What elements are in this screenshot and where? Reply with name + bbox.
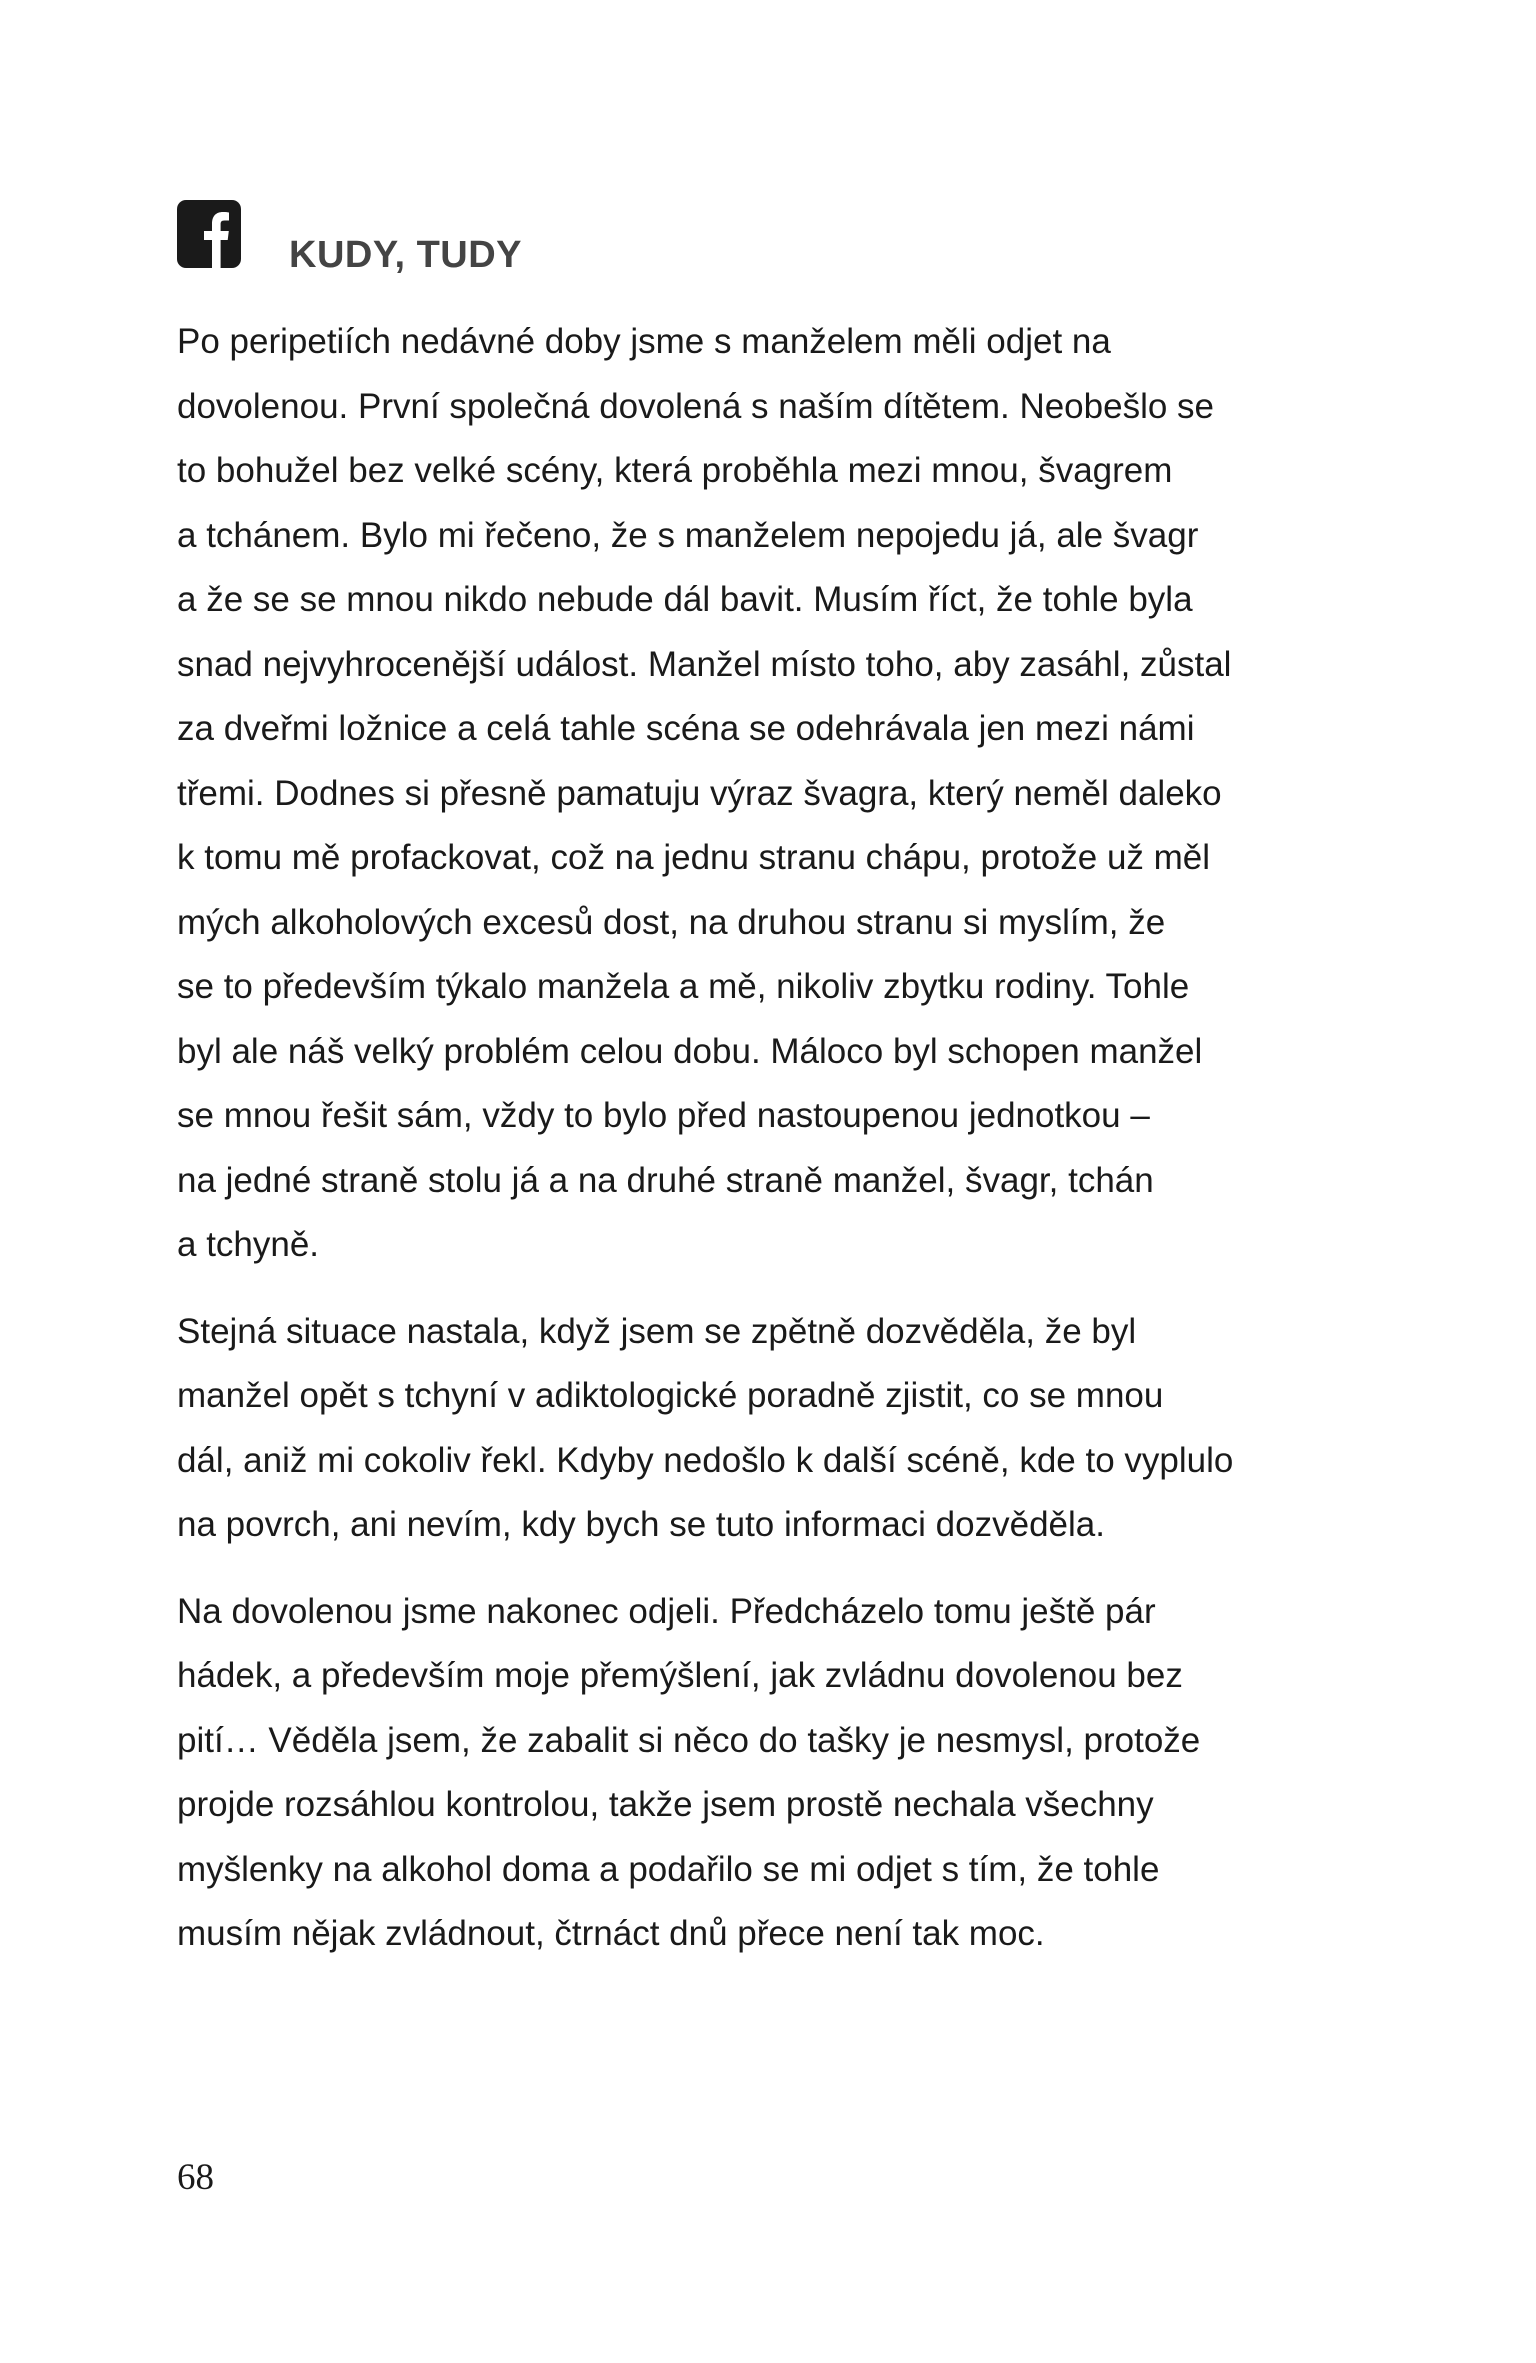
text-line: snad nejvyhrocenější událost. Manžel místo toho, aby zasáhl, zůstal — [177, 644, 1232, 684]
text-line: na jedné straně stolu já a na druhé straně manžel, švagr, tchán — [177, 1160, 1154, 1200]
page-number: 68 — [177, 2157, 214, 2198]
text-line: a že se se mnou nikdo nebude dál bavit. Musím říct, že tohle byla — [177, 580, 1193, 619]
text-line: a tchyně. — [177, 1225, 320, 1264]
text-line: hádek, a především moje přemýšlení, jak zvládnu dovolenou bez — [177, 1656, 1183, 1695]
text-line: musím nějak zvládnout, čtrnáct dnů přece není tak moc. — [177, 1914, 1045, 1953]
text-line: dál, aniž mi cokoliv řekl. Kdyby nedošlo k další scéně, kde to vyplulo — [177, 1440, 1234, 1480]
body-text — [177, 310, 1347, 1989]
facebook-icon — [177, 200, 241, 268]
text-line: na povrch, ani nevím, kdy bych se tuto informaci dozvěděla. — [177, 1505, 1105, 1544]
text-line: k tomu mě profackovat, což na jednu stranu chápu, protože už měl — [177, 838, 1211, 877]
paragraph-2 — [177, 1300, 1347, 1558]
text-line: byl ale náš velký problém celou dobu. Máloco byl schopen manžel — [177, 1031, 1203, 1071]
text-line: Na dovolenou jsme nakonec odjeli. Předcházelo tomu ještě pár — [177, 1591, 1156, 1631]
text-line: za dveřmi ložnice a celá tahle scéna se odehrávala jen mezi námi — [177, 709, 1195, 748]
text-line: Po peripetiích nedávné doby jsme s manželem měli odjet na — [177, 322, 1111, 361]
text-line: myšlenky na alkohol doma a podařilo se mi odjet s tím, že tohle — [177, 1849, 1160, 1889]
paragraph-3 — [177, 1580, 1347, 1967]
paragraph-1 — [177, 310, 1347, 1278]
text-line: Stejná situace nastala, když jsem se zpětně dozvěděla, že byl — [177, 1311, 1137, 1351]
text-line: třemi. Dodnes si přesně pamatuju výraz švagra, který neměl daleko — [177, 773, 1222, 813]
text-line: projde rozsáhlou kontrolou, takže jsem prostě nechala všechny — [177, 1785, 1154, 1824]
chapter-header — [177, 198, 523, 276]
text-line: mých alkoholových excesů dost, na druhou stranu si myslím, že — [177, 902, 1166, 942]
text-line: to bohužel bez velké scény, která proběhla mezi mnou, švagrem — [177, 451, 1173, 490]
chapter-title: KUDY, TUDY — [289, 234, 523, 276]
text-line: se to především týkalo manžela a mě, nikoliv zbytku rodiny. Tohle — [177, 967, 1190, 1006]
text-line: a tchánem. Bylo mi řečeno, že s manželem nepojedu já, ale švagr — [177, 515, 1199, 555]
text-line: manžel opět s tchyní v adiktologické poradně zjistit, co se mnou — [177, 1376, 1164, 1415]
text-line: pití… Věděla jsem, že zabalit si něco do tašky je nesmysl, protože — [177, 1720, 1201, 1760]
text-line: dovolenou. První společná dovolená s naším dítětem. Neobešlo se — [177, 386, 1215, 426]
text-line: se mnou řešit sám, vždy to bylo před nastoupenou jednotkou – — [177, 1096, 1150, 1135]
